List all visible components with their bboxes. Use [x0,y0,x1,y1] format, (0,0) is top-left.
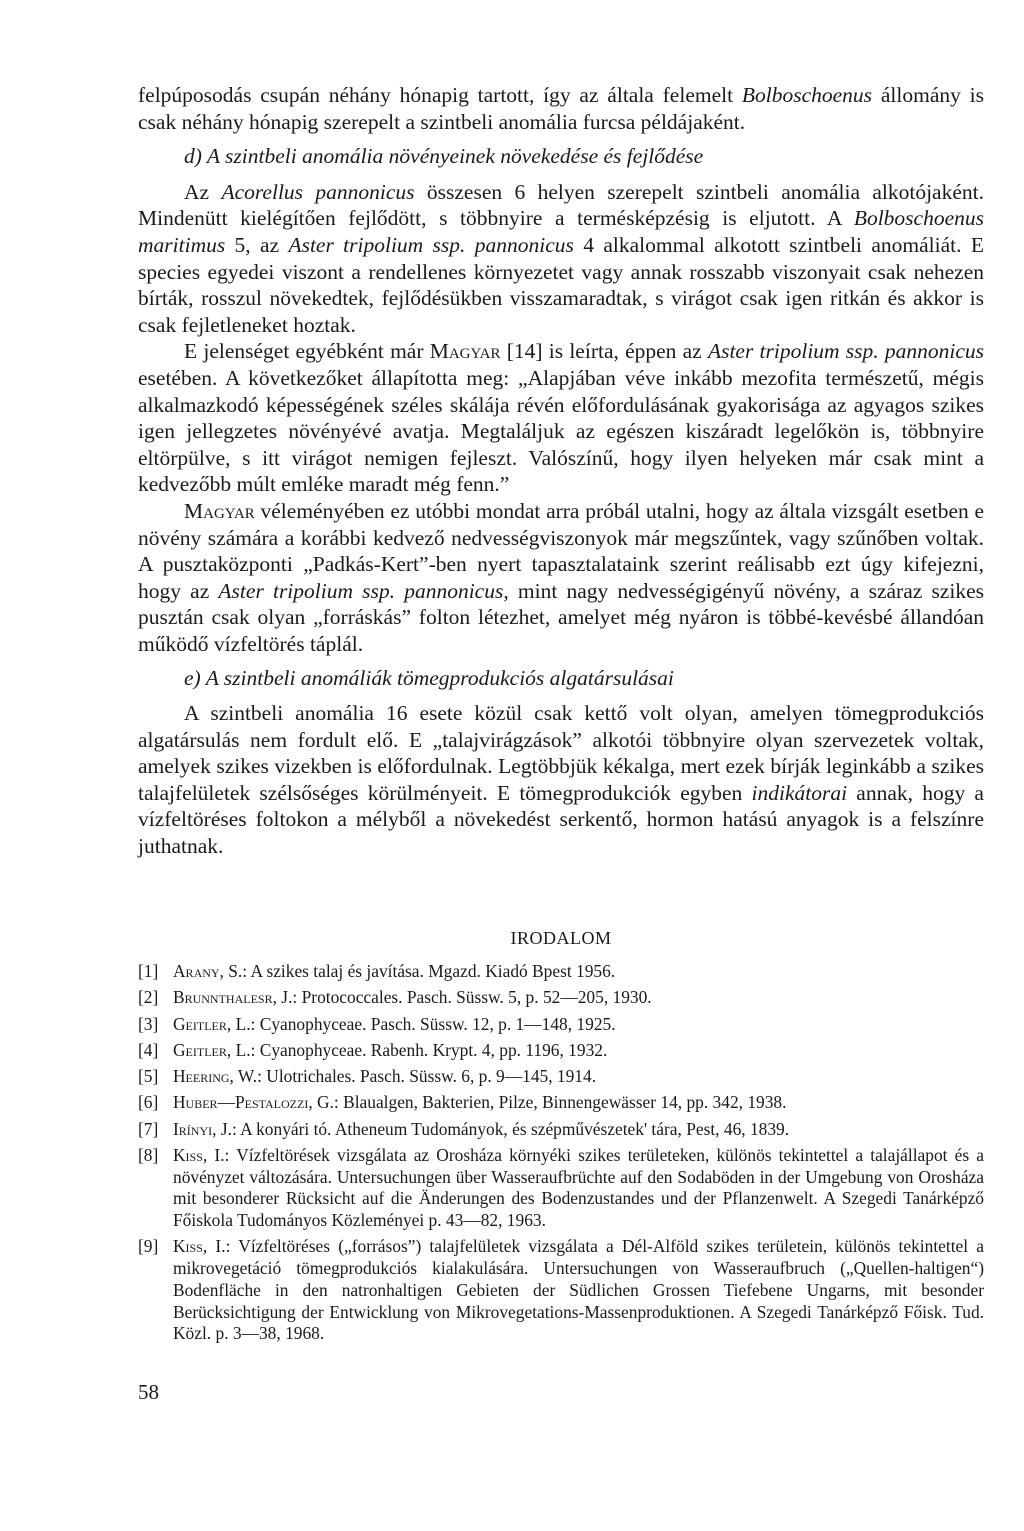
reference-author: Arany, S. [173,961,243,981]
species-name: Bolboschoenus [741,83,873,107]
reference-text [173,987,984,1009]
text-run: esetében. A következőket állapította meg: „Alapjában véve inkább mezofita természetű, mégis alkalmazkodó képességének széles skálája révén előfordulásának gyakorisága az agyagos szikes igen jellegzetes növényévé avatja. Megtaláljuk az egészen kiszáradt legelőkön is, többnyire eltörpülve, s itt virágot nemigen fejleszt. Valószínű, hogy ilyen helyeken már csak mint a kedvezőbb múlt emléke maradt még fenn.” [138,365,984,497]
reference-text [173,1092,984,1114]
text-run: véleményében ez utóbbi mondat arra próbál utalni, hogy az általa vizsgált esetben e növény számára a korábbi kedvező nedvességviszonyok már megszűntek, vagy szűnőben voltak. A pusztaközponti „Padkás-Kert”-ben nyert tapasztalataink szerint reálisabb ezt úgy kifejezni, hogy az [138,498,984,603]
reference-citation: : A konyári tó. Atheneum Tudományok, és szépművészetek' tára, Pest, 46, 1839. [231,1118,790,1139]
text-run: , mint nagy nedvességigényű növény, a száraz szikes pusztán csak olyan „forráskás” folton létezhet, amelyet még nyáron is többé-kevésbé állandóan működő vízfeltörés táplál. [138,578,984,656]
text-run: összesen 6 helyen szerepelt szintbeli anomália alkotójaként. Mindenütt kielégítően fejlődött, s többnyire a termésképzésig is eljutott. A [138,179,984,231]
author-name: Magyar [429,339,501,364]
reference-number: [1] [138,961,159,981]
emphasis: indikátorai [751,780,848,805]
paragraph-4 [138,498,984,658]
reference-text [173,1066,984,1088]
text-run: állomány is csak néhány hónapig szerepelt a szintbeli anomália furcsa példájaként. [138,83,984,134]
reference-number: [5] [138,1066,159,1087]
references-title: IRODALOM [510,928,612,948]
species-name: Aster tripolium ssp. pannonicus [218,578,504,603]
reference-citation: : A szikes talaj és javítása. Mgazd. Kiadó Bpest 1956. [242,961,616,981]
reference-item [138,1066,984,1088]
reference-text [173,1040,984,1062]
references-section [138,928,984,1350]
reference-item [138,1119,984,1141]
reference-item [138,961,984,983]
reference-number: [8] [138,1145,159,1166]
text-run: A szintbeli anomália 16 esete közül csak kettő volt olyan, amelyen tömegprodukciós algatársulás nem fordult elő. E „talajvirágzások” alkotói többnyire olyan szervezetek voltak, amelyek szikes vizekben is előfordulnak. Legtöbbjük kékalga, mert ezek bírják leginkább a szikes talajfelületek szélsőséges körülményeit. E tömegprodukciók egyben [138,701,984,805]
text-run: 5, az [225,232,289,257]
reference-text [173,1119,984,1141]
body-text-block [138,82,984,860]
reference-number: [6] [138,1092,159,1113]
reference-text [173,1236,984,1345]
text-run: 4 alkalommal alkotott szintbeli anomáliát. E species egyedei viszont a rendellenes környezetet vagy annak rosszabb viszonyait csak nehezen bírták, rosszul növekedtek, fejlődésükben visszamaradtak, s virágot csak igen ritkán és akkor is csak fejletleneket hoztak. [138,232,984,337]
paragraph-5 [138,700,984,860]
author-name: Magyar [184,498,255,523]
text-run: [14] is leírta, éppen az [500,339,708,364]
reference-citation: : Blaualgen, Bakterien, Pilze, Binnengewässer 14, pp. 342, 1938. [333,1092,787,1113]
reference-text [173,961,984,983]
species-name: Acorellus pannonicus [221,179,415,204]
reference-number: [2] [138,987,159,1008]
reference-author: Heering, W. [173,1066,258,1087]
reference-citation: : Vízfeltöréses („forrásos”) talajfelületek vizsgálata a Dél-Alföld szikes területein, különös tekintettel a mikrovegetáció tömegprodukciós kialakulására. Untersuchungen von Wasseraufbruch („Quellen-haltigen“) Bodenfläche in den natronhaltigen Gebieten der Südlichen Grossen Tiefebene Ungarns, mit besonder Berücksichtigung der Entwicklung von Mikrovegetations-Massenproduktionen. A Szegedi Tanárképző Főisk. Tud. Közl. p. 3—38, 1968. [173,1236,984,1344]
reference-number: [4] [138,1039,159,1060]
reference-author: Geitler, L. [173,1013,251,1034]
text-run: E jelenséget egyébként már [184,339,430,364]
reference-citation: : Vízfeltörések vizsgálata az Orosháza környéki szikes területeken, különös tekintettel a talajállapot és a növényzet változására. Untersuchungen über Wasseraufbrüchte auf den Sodaböden in der Umgebung von Orosháza mit besonderer Rücksicht auf die Änderungen des Bodenzustandes und der Pflanzenwelt. A Szegedi Tanárképző Főiskola Tudományos Közleményei p. 43—82, 1963. [173,1145,984,1231]
text-run: annak, hogy a vízfeltöréses foltokon a mélyből a növekedést serkentő, hormon hatású anyagok is a felszínre juthatnak. [138,780,984,859]
reference-author: Brunnthalesr, J. [173,987,293,1008]
paragraph-1 [138,82,984,135]
species-name: Aster tripolium ssp. pannonicus [288,232,574,257]
reference-text [173,1014,984,1036]
reference-author: Kiss, I. [173,1236,226,1257]
species-name: Bolboschoenus maritimus [138,206,984,257]
paragraph-3 [138,338,984,498]
reference-item [138,1092,984,1114]
page-number: 58 [138,1380,159,1404]
reference-author: Kiss, I. [173,1145,225,1166]
reference-item [138,1145,984,1232]
reference-citation: : Ulotrichales. Pasch. Süssw. 6, p. 9—145, 1914. [257,1066,597,1087]
paragraph-2 [138,179,984,339]
reference-item [138,987,984,1009]
text-run: Az [184,179,222,204]
reference-author: Huber—Pestalozzi, G. [173,1092,334,1113]
reference-number: [7] [138,1118,159,1139]
reference-list [138,961,984,1345]
reference-citation: : Cyanophyceae. Pasch. Süssw. 12, p. 1—148, 1925. [250,1013,616,1034]
section-heading-d: d) A szintbeli anomália növényeinek növekedése és fejlődése [184,144,704,169]
reference-number: [3] [138,1013,159,1034]
section-heading-e: e) A szintbeli anomáliák tömegprodukciós algatársulásai [184,666,674,691]
reference-citation: : Protococcales. Pasch. Süssw. 5, p. 52—205, 1930. [292,987,652,1008]
text-run: felpúposodás csupán néhány hónapig tartott, így az általa felemelt [138,83,742,107]
reference-author: Irínyi, J. [173,1118,232,1139]
reference-citation: : Cyanophyceae. Rabenh. Krypt. 4, pp. 1196, 1932. [250,1039,608,1060]
reference-item [138,1040,984,1062]
reference-number: [9] [138,1236,159,1257]
reference-item [138,1014,984,1036]
species-name: Aster tripolium ssp. pannonicus [707,339,984,364]
reference-text [173,1145,984,1232]
reference-author: Geitler, L. [173,1039,251,1060]
reference-item [138,1236,984,1345]
